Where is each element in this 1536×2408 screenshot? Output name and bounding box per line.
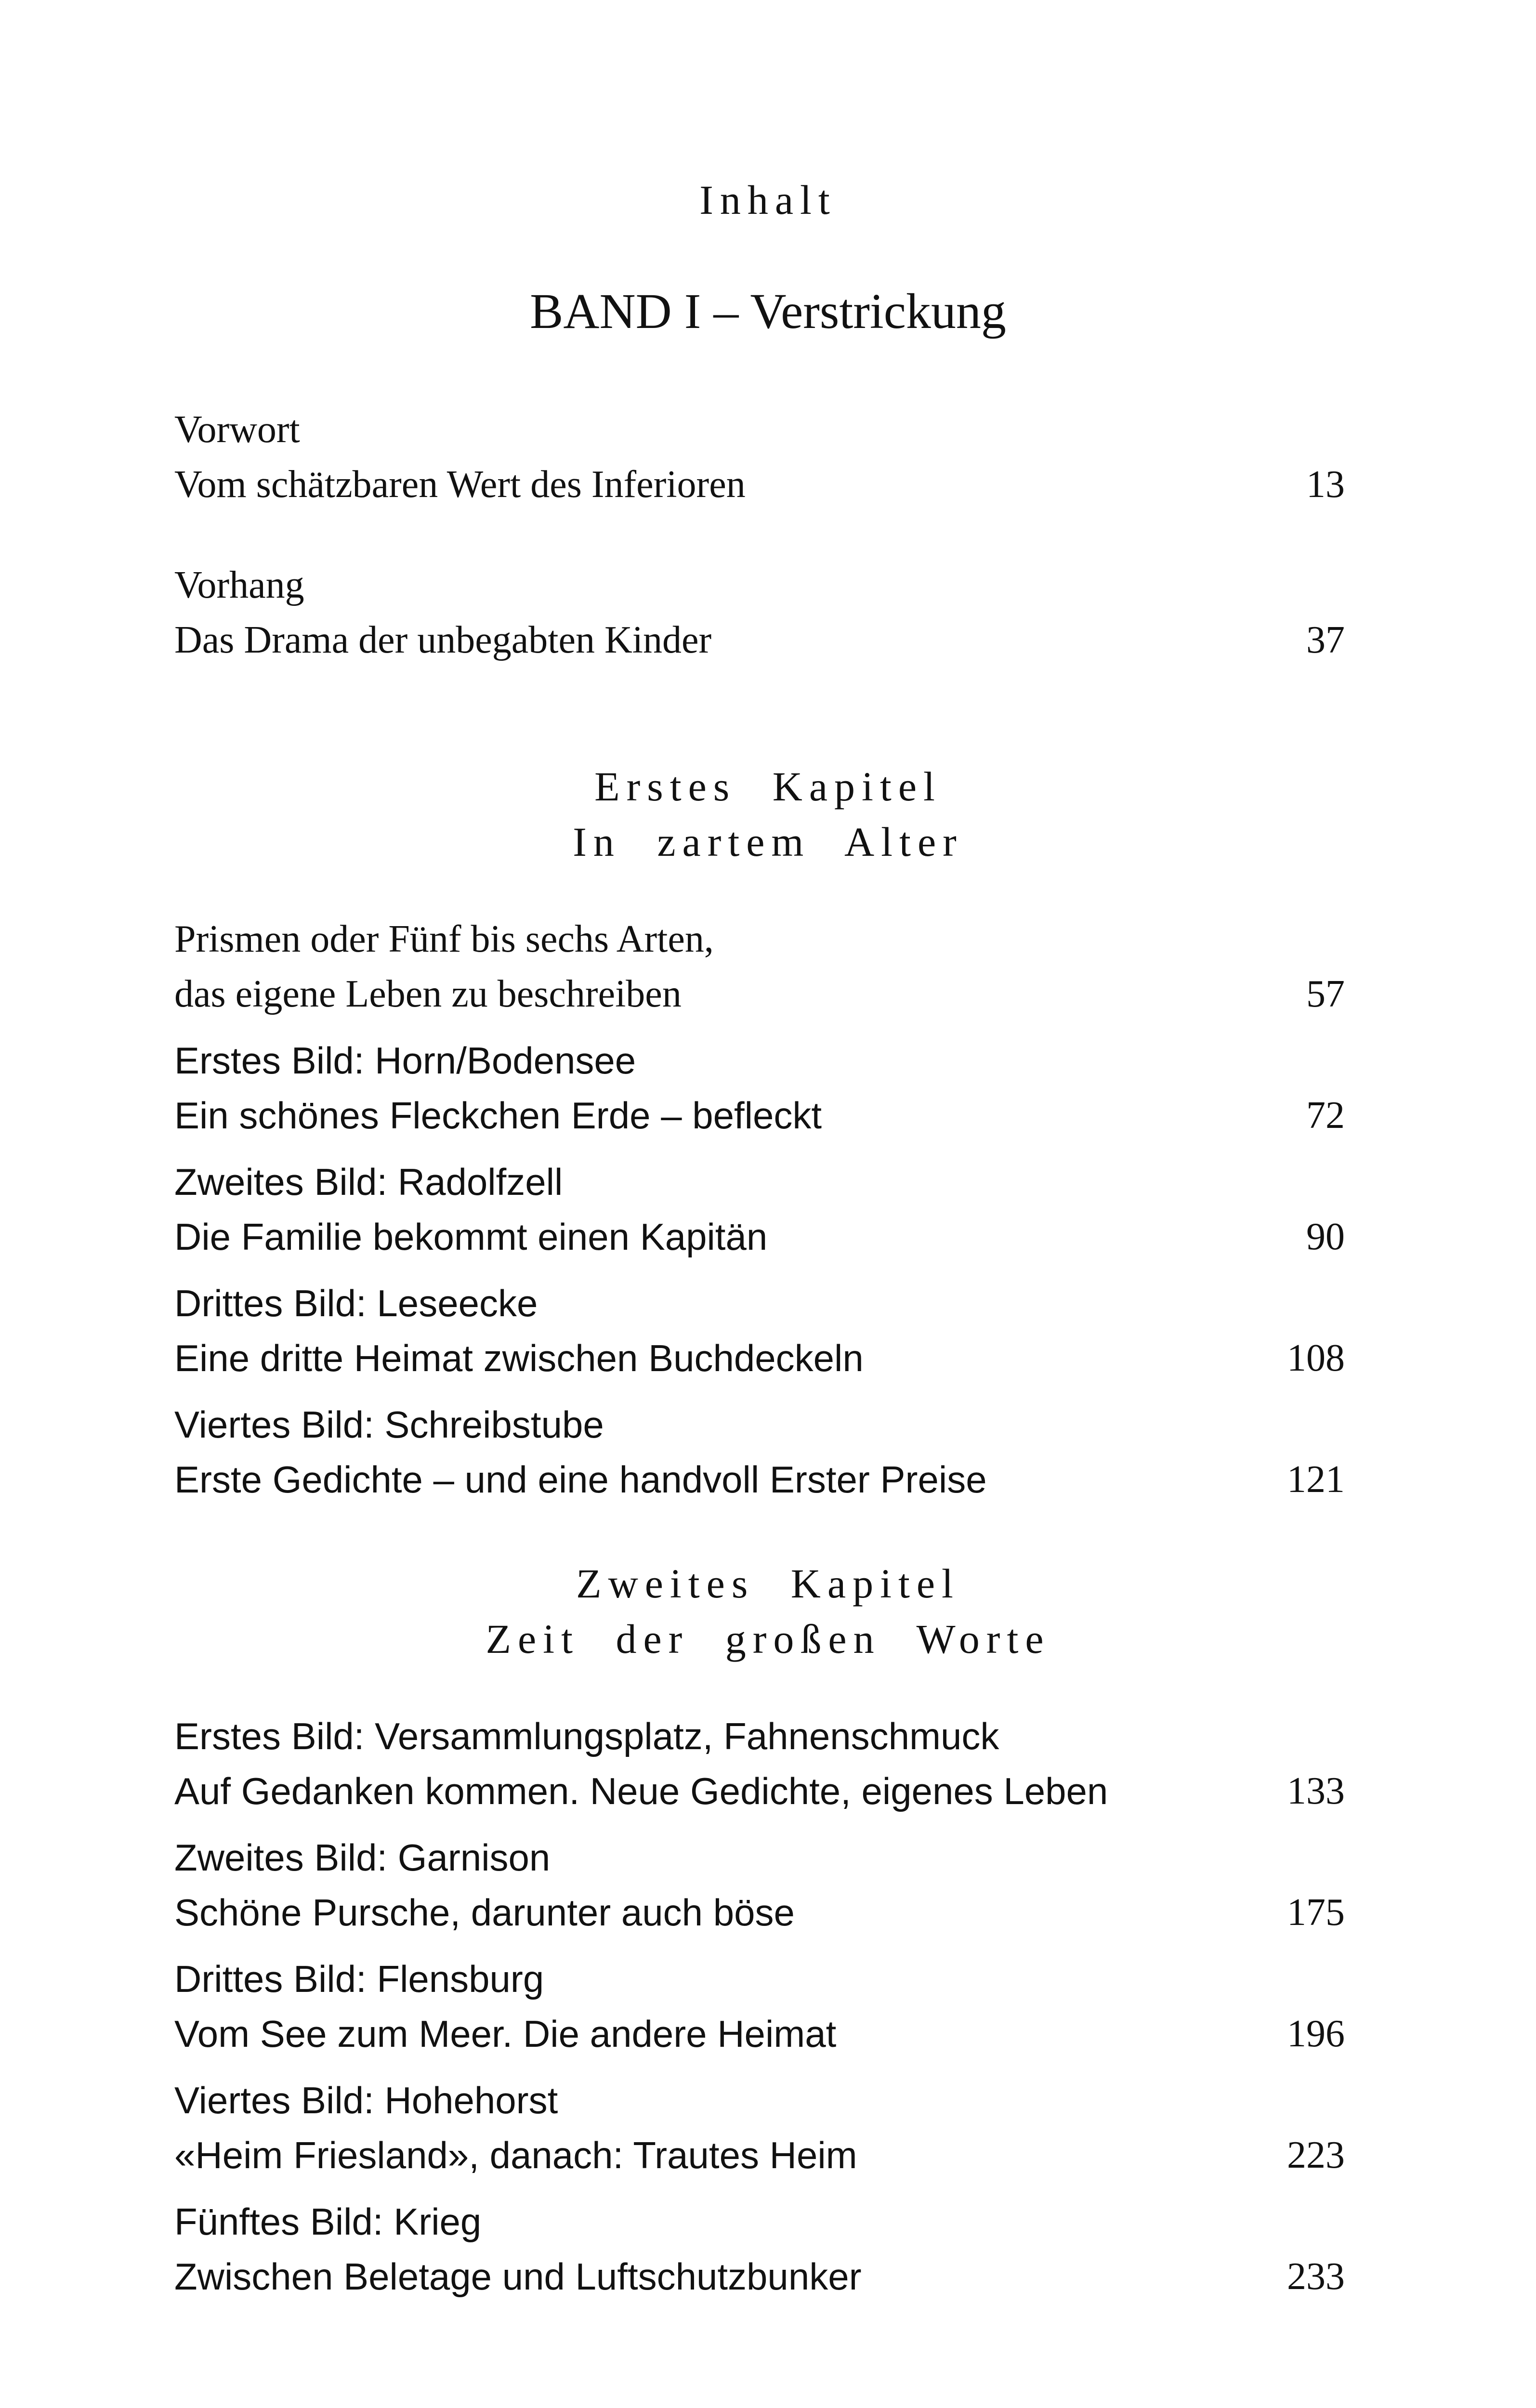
- entry-label: Viertes Bild: Hohehorst: [174, 2079, 558, 2121]
- page-number: 57: [1306, 973, 1345, 1015]
- entry-label: Prismen oder Fünf bis sechs Arten,: [174, 918, 714, 960]
- page-number: 108: [1287, 1337, 1345, 1379]
- entry-label: Fünftes Bild: Krieg: [174, 2200, 482, 2243]
- entry-subtitle: Das Drama der unbegabten Kinder: [174, 619, 712, 661]
- page-number: 37: [1306, 619, 1345, 661]
- entry-subtitle: Eine dritte Heimat zwischen Buchdeckeln: [174, 1337, 864, 1379]
- toc-entry: [174, 1033, 1345, 1143]
- page-number: 196: [1287, 2013, 1345, 2055]
- page-number: 72: [1306, 1094, 1345, 1137]
- page-number: 233: [1287, 2255, 1345, 2298]
- entry-subtitle: Zwischen Beletage und Luftschutzbunker: [174, 2255, 862, 2298]
- entry-subtitle: Vom See zum Meer. Die andere Heimat: [174, 2013, 837, 2055]
- toc-entry: [174, 1397, 1345, 1507]
- entry-label: Zweites Bild: Garnison: [174, 1836, 551, 1879]
- chapter1-number: Erstes Kapitel: [594, 763, 942, 810]
- entry-subtitle: das eigene Leben zu beschreiben: [174, 973, 682, 1015]
- entry-subtitle: Schöne Pursche, darunter auch böse: [174, 1891, 795, 1934]
- entry-label: Vorhang: [174, 564, 304, 606]
- entry-subtitle: «Heim Friesland», danach: Trautes Heim: [174, 2134, 857, 2176]
- toc-entry-vorhang: [174, 558, 1345, 667]
- entry-label: Zweites Bild: Radolfzell: [174, 1161, 563, 1203]
- chapter2-title: Zeit der großen Worte: [486, 1616, 1050, 1662]
- toc-entry: [174, 1951, 1345, 2061]
- toc-entry-vorwort: [174, 402, 1345, 512]
- entry-subtitle: Die Familie bekommt einen Kapitän: [174, 1216, 768, 1258]
- toc-entry-prismen: [174, 912, 1345, 1021]
- toc-entry: [174, 1154, 1345, 1264]
- chapter2-number: Zweites Kapitel: [576, 1560, 960, 1607]
- entry-label: Drittes Bild: Leseecke: [174, 1282, 538, 1324]
- entry-label: Erstes Bild: Versammlungsplatz, Fahnenschmuck: [174, 1715, 999, 1757]
- entry-subtitle: Vom schätzbaren Wert des Inferioren: [174, 463, 746, 506]
- entry-subtitle: Erste Gedichte – und eine handvoll Erster Preise: [174, 1458, 987, 1501]
- page-number: 133: [1287, 1770, 1345, 1812]
- entry-label: Vorwort: [174, 408, 300, 451]
- entry-label: Erstes Bild: Horn/Bodensee: [174, 1039, 636, 1082]
- toc-entry: [174, 2194, 1345, 2304]
- entry-subtitle: Ein schönes Fleckchen Erde – befleckt: [174, 1094, 822, 1137]
- toc-entry: [174, 1830, 1345, 1940]
- page-number: 223: [1287, 2134, 1345, 2176]
- entry-label: Drittes Bild: Flensburg: [174, 1958, 544, 2000]
- band-title: BAND I – Verstrickung: [530, 284, 1006, 339]
- toc-entry: [174, 2073, 1345, 2183]
- page-number: 90: [1306, 1216, 1345, 1258]
- page-number: 175: [1287, 1891, 1345, 1934]
- page-number: 13: [1306, 463, 1345, 506]
- entry-label: Viertes Bild: Schreibstube: [174, 1403, 604, 1446]
- toc-heading: Inhalt: [699, 177, 837, 223]
- page-number: 121: [1287, 1458, 1345, 1501]
- chapter1-title: In zartem Alter: [573, 819, 963, 865]
- toc-entry: [174, 1276, 1345, 1386]
- entry-subtitle: Auf Gedanken kommen. Neue Gedichte, eigenes Leben: [174, 1770, 1108, 1812]
- toc-entry: [174, 1709, 1345, 1819]
